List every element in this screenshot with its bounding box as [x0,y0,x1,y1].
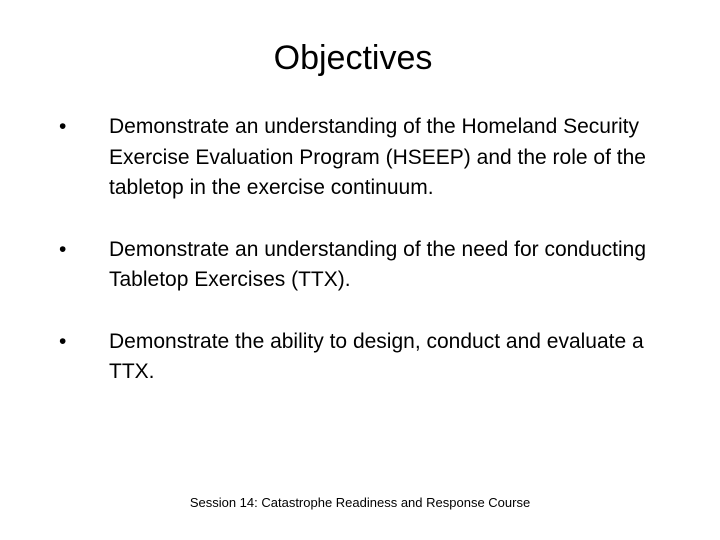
slide-footer: Session 14: Catastrophe Readiness and Response Course [189,495,531,510]
objective-text: Demonstrate the ability to design, conduct and evaluate a TTX. [109,329,644,383]
bullet-icon: • [59,329,67,353]
slide-title: Objectives [273,39,433,77]
objective-item [0,327,720,388]
objective-text: Demonstrate an understanding of the need for conducting Tabletop Exercises (TTX). [109,237,647,291]
objective-text: Demonstrate an understanding of the Homeland Security Exercise Evaluation Program (HSEEP) and the role of the tabletop in the exercise continuum. [109,115,646,199]
objective-item [0,235,720,296]
objective-item [0,112,720,204]
bullet-icon: • [59,115,67,138]
objectives-list [0,112,720,419]
bullet-icon: • [59,237,67,261]
